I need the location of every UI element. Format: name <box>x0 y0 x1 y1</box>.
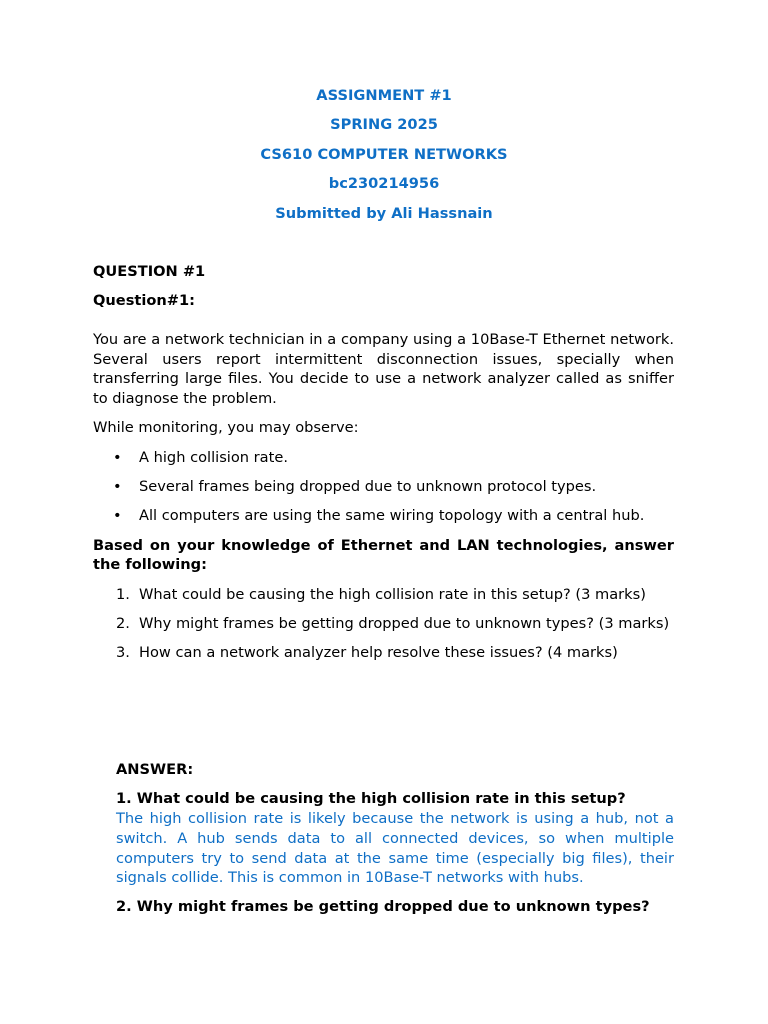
item-text: What could be causing the high collision rate in this setup? (3 marks) <box>139 585 646 603</box>
question-subheading: Question#1: <box>93 292 195 309</box>
item-number: 2. <box>116 614 130 632</box>
title-block <box>0 86 768 233</box>
item-text: Why might frames be getting dropped due to unknown types? (3 marks) <box>139 614 670 632</box>
assignment-title: ASSIGNMENT #1 <box>316 87 452 104</box>
author-line: Submitted by Ali Hassnain <box>275 204 493 222</box>
item-number: 3. <box>116 644 130 662</box>
observe-lead: While monitoring, you may observe: <box>93 418 359 436</box>
answer-question-2: 2. Why might frames be getting dropped due to unknown types? <box>116 898 650 916</box>
bullet-icon: • <box>113 448 122 466</box>
observation-list <box>93 448 674 526</box>
item-text: How can a network analyzer help resolve these issues? (4 marks) <box>139 644 618 662</box>
question-section <box>93 262 674 663</box>
instruction-text: Based on your knowledge of Ethernet and LAN technologies, answer the following: <box>93 536 674 574</box>
question-items <box>93 585 674 663</box>
list-item <box>93 585 674 605</box>
list-item <box>93 643 674 663</box>
answer-section <box>116 760 674 917</box>
bullet-icon: • <box>113 507 122 525</box>
list-item <box>93 448 674 468</box>
answer-question-1: 1. What could be causing the high collision rate in this setup? <box>116 790 626 808</box>
semester-line: SPRING 2025 <box>330 116 438 134</box>
observation-text: Several frames being dropped due to unknown protocol types. <box>139 478 597 496</box>
answer-text-1: The high collision rate is likely because the network is using a hub, not a switch. A hub sends data to all connected devices, so when multiple computers try to send data at the same time (especially big files), their signals collide. This is common in 10Base-T networks with hubs. <box>116 810 674 887</box>
observation-text: A high collision rate. <box>139 448 288 466</box>
observation-text: All computers are using the same wiring topology with a central hub. <box>139 507 645 525</box>
list-item <box>93 477 674 497</box>
item-number: 1. <box>116 585 130 603</box>
bullet-icon: • <box>113 478 122 496</box>
answer-heading: ANSWER: <box>116 761 194 778</box>
student-id-line: bc230214956 <box>328 175 440 193</box>
course-line: CS610 COMPUTER NETWORKS <box>260 145 508 163</box>
list-item <box>93 506 674 526</box>
list-item <box>93 614 674 634</box>
question-heading: QUESTION #1 <box>93 263 206 280</box>
question-intro: You are a network technician in a company using a 10Base-T Ethernet network. Several users report intermittent disconnection issues, specially when transferring large files. You decide to use a network analyzer called as sniffer to diagnose the problem. <box>93 331 674 407</box>
